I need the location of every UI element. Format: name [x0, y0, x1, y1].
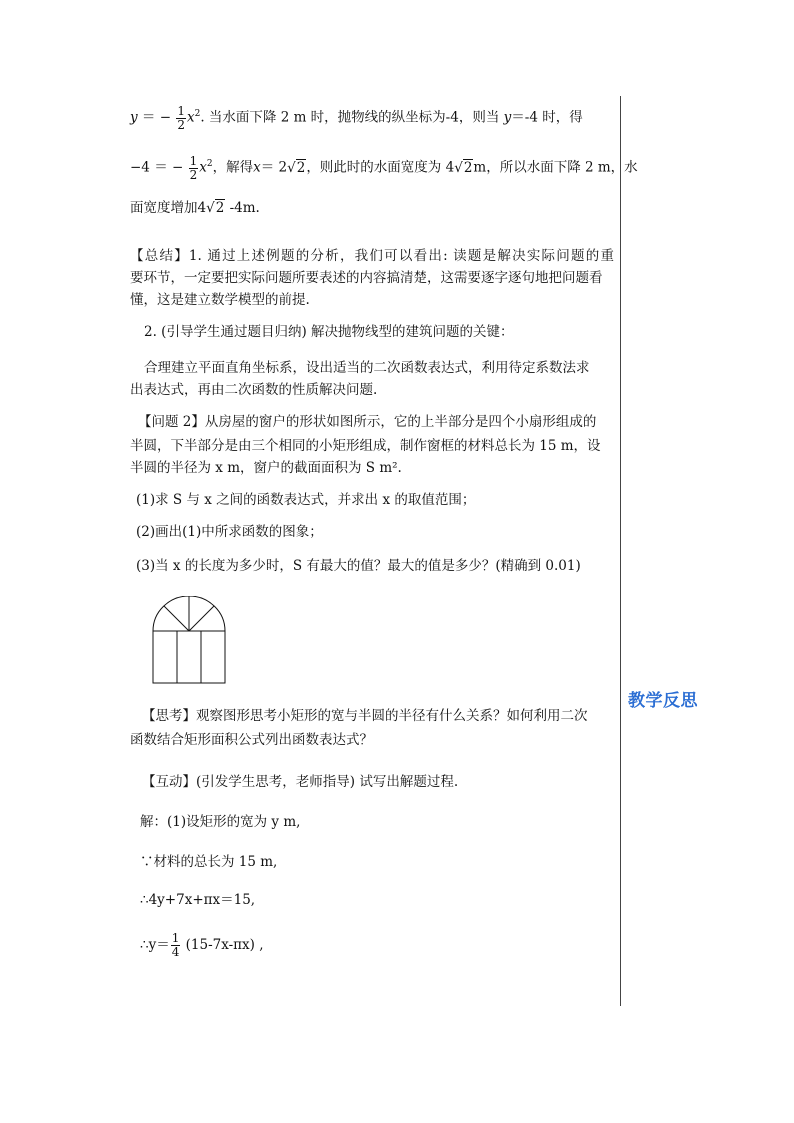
- summary-key-line-2: 出表达式，再由二次函数的性质解决问题.: [130, 382, 378, 398]
- solution-step-1: 解：(1)设矩形的宽为 y m,: [140, 814, 301, 830]
- solution-step-2: ∵材料的总长为 15 m,: [140, 854, 278, 870]
- column-divider: [620, 96, 621, 1006]
- summary-line-1: 【总结】1. 通过上述例题的分析，我们可以看出: 读题是解决实际问题的重: [130, 248, 614, 264]
- sector-line-left: [164, 606, 189, 631]
- think-line-2: 函数结合矩形面积公式列出函数表达式？: [130, 732, 373, 748]
- example-line-1: y ＝ − $\frac{1}{2}$ $x^2$. 当水面下降 2 m 时，抛物线的纵坐标为-4，则当 y＝-4 时，得: [130, 103, 583, 132]
- problem2-line-3: 半圆的半径为 x m，窗户的截面面积为 S m².: [130, 460, 402, 476]
- problem2-question-1: (1)求 S 与 x 之间的函数表达式，并求出 x 的取值范围；: [136, 492, 476, 508]
- example-line-2: −4 ＝ − $\frac{1}{2}$ $x^2$，解得x＝ 2√2，则此时的水面宽度为 4√2m，所以水面下降 2 m，水: [130, 153, 638, 182]
- problem2-question-2: (2)画出(1)中所求函数的图象；: [136, 524, 323, 540]
- solution-step-4: ∴y＝ $\frac{1}{4}$ (15-7x-πx) ,: [140, 931, 264, 959]
- solution-step-3: ∴4y+7x+πx＝15,: [140, 892, 256, 908]
- summary-key-line-1: 合理建立平面直角坐标系，设出适当的二次函数表达式，利用待定系数法求: [144, 360, 590, 376]
- summary-line-3: 懂，这是建立数学模型的前提.: [130, 292, 310, 308]
- summary-point-2: 2. (引导学生通过题目归纳) 解决抛物线型的建筑问题的关键：: [144, 324, 514, 340]
- sector-line-right: [189, 606, 214, 631]
- window-figure: [152, 596, 226, 684]
- problem2-line-2: 半圆，下半部分是由三个相同的小矩形组成，制作窗框的材料总长为 15 m，设: [130, 438, 601, 454]
- problem2-question-3: (3)当 x 的长度为多少时，S 有最大的值？最大的值是多少？(精确到 0.01): [136, 558, 581, 574]
- think-line-1: 【思考】观察图形思考小矩形的宽与半圆的半径有什么关系？如何利用二次: [142, 708, 588, 724]
- teaching-reflection-heading: 教学反思: [628, 691, 698, 711]
- problem2-line-1: 【问题 2】从房屋的窗户的形状如图所示，它的上半部分是四个小扇形组成的: [138, 414, 597, 430]
- example-line-3: 面宽度增加4√2 -4m.: [130, 200, 260, 216]
- interact-line: 【互动】(引发学生思考，老师指导) 试写出解题过程.: [142, 774, 459, 790]
- summary-line-2: 要环节，一定要把实际问题所要表述的内容搞清楚，这需要逐字逐句地把问题看: [130, 270, 603, 286]
- window-lower-frame: [153, 631, 225, 683]
